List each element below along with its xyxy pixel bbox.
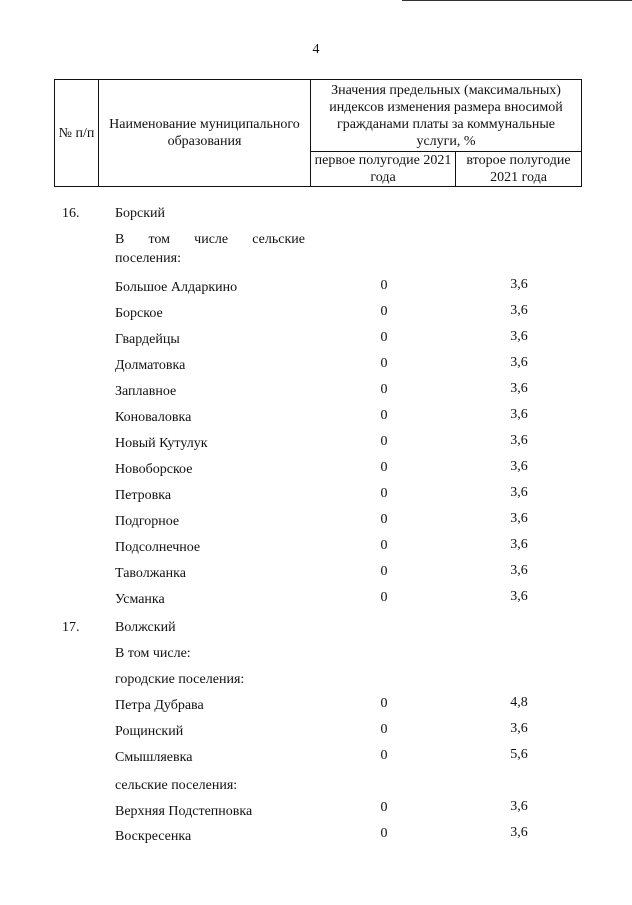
row-value-second-half: 3,6 <box>510 537 528 552</box>
row-value-first-half: 0 <box>380 408 388 423</box>
row-value-second-half: 3,6 <box>510 485 528 500</box>
row-name: Заплавное <box>115 384 177 399</box>
row-name: Воскресенка <box>115 829 192 844</box>
row-value-first-half: 0 <box>380 826 388 841</box>
row-value-second-half: 3,6 <box>510 589 528 604</box>
row-name: Борское <box>115 306 163 321</box>
row-name: Новый Кутулук <box>115 436 208 451</box>
header-second-half: второе полугодие 2021 года <box>456 152 582 187</box>
row-value-second-half: 3,6 <box>510 459 528 474</box>
row-value-first-half: 0 <box>380 696 388 711</box>
row-value-first-half: 0 <box>380 538 388 553</box>
row-value-first-half: 0 <box>380 590 388 605</box>
row-value-second-half: 3,6 <box>510 433 528 448</box>
row-value-first-half: 0 <box>380 304 388 319</box>
row-name: Усманка <box>115 592 165 607</box>
row-value-second-half: 5,6 <box>510 747 528 762</box>
row-value-first-half: 0 <box>380 460 388 475</box>
row-name: Смышляевка <box>115 750 193 765</box>
table-header <box>54 79 582 187</box>
section-number: 17. <box>62 620 80 635</box>
row-value-second-half: 4,8 <box>510 695 528 710</box>
row-value-second-half: 3,6 <box>510 277 528 292</box>
page-number: 4 <box>312 42 320 57</box>
row-value-first-half: 0 <box>380 512 388 527</box>
row-value-first-half: 0 <box>380 278 388 293</box>
header-first-half: первое полугодие 2021 года <box>311 152 456 187</box>
top-rule <box>402 0 632 1</box>
section-number: 16. <box>62 206 80 221</box>
row-value-second-half: 3,6 <box>510 355 528 370</box>
row-name: Коноваловка <box>115 410 192 425</box>
group-label-rural: сельские поселения: <box>115 778 238 793</box>
header-col-values: Значения предельных (максимальных) индексов изменения размера вносимой гражданами платы за коммунальные услуги, % <box>311 80 582 152</box>
row-name: Большое Алдаркино <box>115 280 238 295</box>
row-name: Новоборское <box>115 462 193 477</box>
row-name: Петровка <box>115 488 172 503</box>
row-value-first-half: 0 <box>380 434 388 449</box>
row-name: Рощинский <box>115 724 184 739</box>
row-value-second-half: 3,6 <box>510 329 528 344</box>
row-name: Подгорное <box>115 514 180 529</box>
row-value-second-half: 3,6 <box>510 825 528 840</box>
row-value-second-half: 3,6 <box>510 563 528 578</box>
row-value-first-half: 0 <box>380 356 388 371</box>
row-value-second-half: 3,6 <box>510 721 528 736</box>
row-name: Таволжанка <box>115 566 186 581</box>
section-note <box>115 230 305 268</box>
row-name: Подсолнечное <box>115 540 201 555</box>
row-value-second-half: 3,6 <box>510 303 528 318</box>
header-col-name: Наименование муниципального образования <box>99 80 311 187</box>
row-value-second-half: 3,6 <box>510 381 528 396</box>
row-value-second-half: 3,6 <box>510 799 528 814</box>
row-value-first-half: 0 <box>380 800 388 815</box>
note-line: В том числе сельские <box>115 232 305 247</box>
section-note: В том числе: <box>115 646 191 661</box>
row-value-second-half: 3,6 <box>510 407 528 422</box>
section-name: Волжский <box>115 620 176 635</box>
group-label-urban: городские поселения: <box>115 672 245 687</box>
row-value-first-half: 0 <box>380 748 388 763</box>
row-name: Гвардейцы <box>115 332 180 347</box>
row-name: Петра Дубрава <box>115 698 204 713</box>
header-col-number: № п/п <box>55 80 99 187</box>
row-value-first-half: 0 <box>380 486 388 501</box>
row-value-first-half: 0 <box>380 564 388 579</box>
row-name: Долматовка <box>115 358 186 373</box>
row-value-first-half: 0 <box>380 382 388 397</box>
row-name: Верхняя Подстепновка <box>115 804 253 819</box>
note-line: поселения: <box>115 251 181 266</box>
row-value-second-half: 3,6 <box>510 511 528 526</box>
row-value-first-half: 0 <box>380 722 388 737</box>
row-value-first-half: 0 <box>380 330 388 345</box>
section-name: Борский <box>115 206 166 221</box>
